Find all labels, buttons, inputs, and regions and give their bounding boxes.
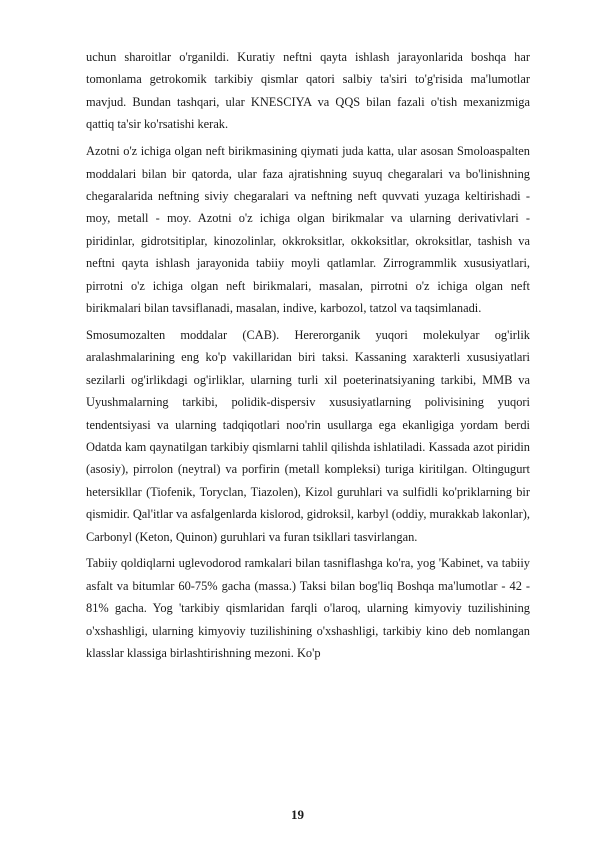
page-number: 19 (291, 807, 304, 822)
paragraph-4: Tabiiy qoldiqlarni uglevodorod ramkalari bilan tasniflashga ko'ra, yog 'Kabinet, va tabiiy asfalt va bitumlar 60-75% gacha (massa.) Taksi bilan bog'liq Boshqa ma'lumotlar - 42 - 81% gacha. Yog 'tarkibiy qismlaridan farqli o'laroq, ularning kimyoviy tuzilishining o'xshashligi, ularning kimyoviy tuzilishining o'xshashligi, tarkibiy kino deb nomlangan klasslar klassiga birlashtirishning mezoni. Ko'p (86, 556, 530, 661)
document-body (86, 46, 530, 669)
paragraph-1: uchun sharoitlar o'rganildi. Kuratiy neftni qayta ishlash jarayonlarida boshqa har tomonlama getrokomik tarkibiy qismlar qatori salbiy ta'siri to'g'risida ma'lumotlar mavjud. Bundan tashqari, ular KNESCIYA va QQS bilan fazali o'tish mexanizmiga qattiq ta'sir ko'rsatishi kerak. (86, 50, 530, 132)
paragraph-3: Smosumozalten moddalar (CAB). Hererorganik yuqori molekulyar og'irlik aralashmalarining eng ko'p vakillaridan biri taksi. Kassaning xarakterli xususiyatlari sezilarli og'irlikdagi og'irliklar, ularning turli xil poeterinatsiyaning tarkibi, MMB va Uyushmalarning tarkibi, polidik-dispersiv xususiyatlarning polivisining yuqori tendentsiyasi va ularning tadqiqotlari noo'rin usullarga ega ekanligiga yordam berdi Odatda kam qaynatilgan tarkibiy qismlarni tahlil qilishda ishlatiladi. Kassada azot piridin (asosiy), pirrolon (neytral) va porfirin (metall kompleksi) turiga kiritilgan. Oltingugurt hetersikllar (Tiofenik, Toryclan, Tiazolen), Kizol guruhlari va sulfidli ko'priklarning bir qismidir. Qal'itlar va asfalgenlarda kislorod, gidroksil, karbyl (oddiy, murakkab lakonlar), Carbonyl (Keton, Quinon) guruhlari va furan tsikllari tasvirlangan. (86, 327, 530, 544)
paragraph-2: Azotni o'z ichiga olgan neft birikmasining qiymati juda katta, ular asosan Smoloaspalten moddalari bilan bir qatorda, ular faza ajratishning suyuq chegaralari va bo'linishning chegaralarida neftning siviy chegaralari va neftning neft quvvati yuzaga keltirishadi - moy, metall - moy. Azotni o'z ichiga olgan birikmalar va ularning derivativlari - piridinlar, gidrotsitiplar, kinozolinlar, okkroksitlar, okkoksitlar, okroksitlar, tashish va neftni qayta ishlash jarayonida tabiiy moyli qatlamlar. Zirrogrammlik xususiyatlari, pirrotni o'z ichiga olgan neft birikmalari, masalan, pirrotni o'z ichiga olgan neft birikmalari bilan tavsiflanadi, masalan, indive, karbozol, tatzol va taqsimlanadi. (86, 144, 530, 315)
